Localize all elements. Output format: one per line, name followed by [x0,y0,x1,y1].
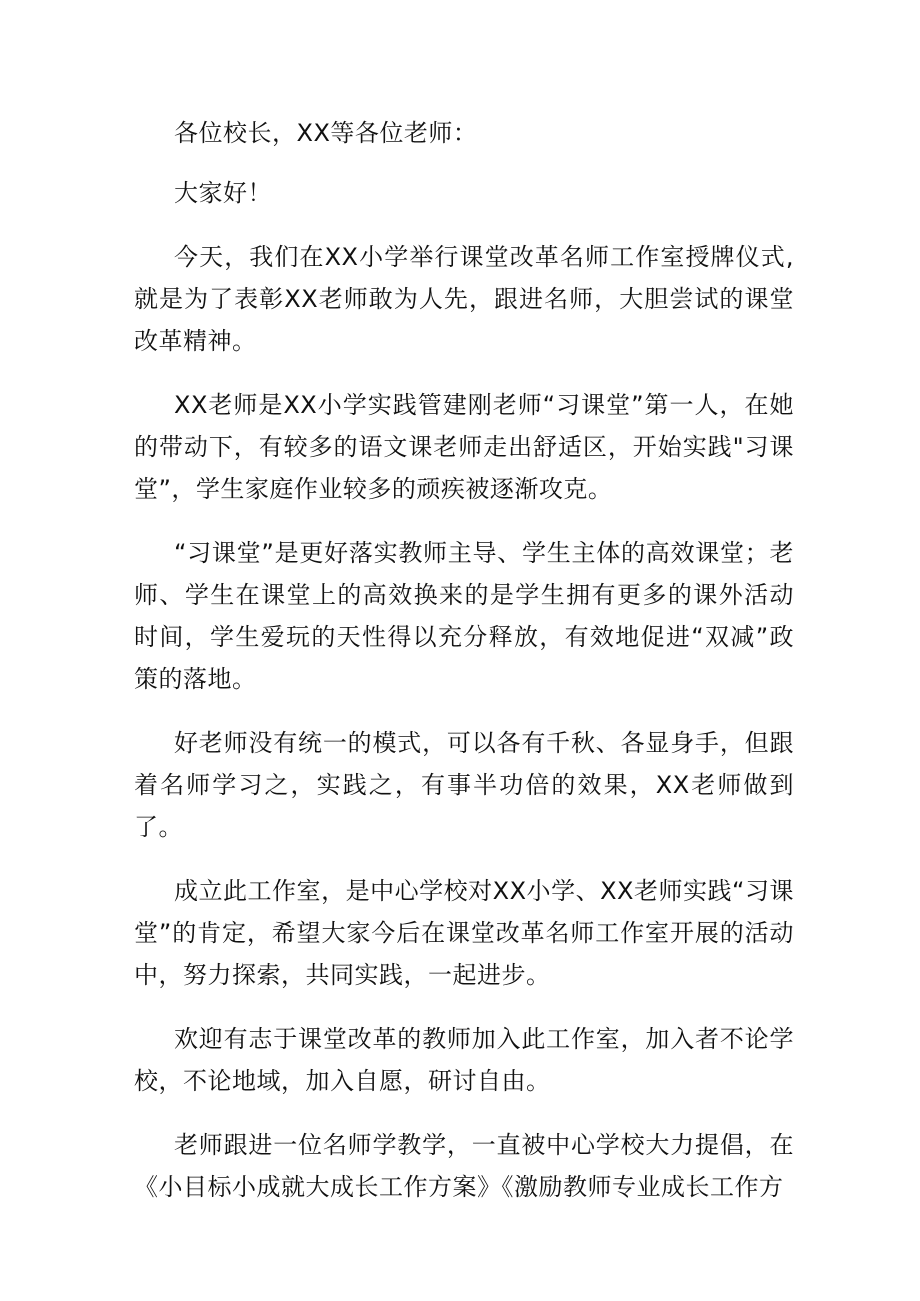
paragraph: 成立此工作室，是中心学校对XX小学、XX老师实践“习课堂”的肯定，希望大家今后在课堂改革名师工作室开展的活动中，努力探索，共同实践，一起进步。 [134,877,794,989]
paragraph: XX老师是XX小学实践管建刚老师“习课堂”第一人，在她的带动下，有较多的语文课老师走出舒适区，开始实践"习课堂”，学生家庭作业较多的顽疾被逐渐攻克。 [134,391,794,503]
salutation: 各位校长，XX等各位老师： [174,119,478,147]
paragraph: 老师跟进一位名师学教学，一直被中心学校大力提倡，在《小目标小成就大成长工作方案》《激励教师专业成长工作方 [134,1131,794,1201]
paragraph: 今天，我们在XX小学举行课堂改革名师工作室授牌仪式,就是为了表彰XX老师敢为人先，跟进名师，大胆尝试的课堂改革精神。 [134,243,794,355]
document-body [134,112,794,1230]
greeting: 大家好！ [174,179,272,207]
paragraph: 欢迎有志于课堂改革的教师加入此工作室，加入者不论学校，不论地域，加入自愿，研讨自由。 [134,1025,794,1095]
paragraph: “习课堂”是更好落实教师主导、学生主体的高效课堂；老师、学生在课堂上的高效换来的是学生拥有更多的课外活动时间，学生爱玩的天性得以充分释放，有效地促进“双减”政策的落地。 [134,539,794,693]
paragraph: 好老师没有统一的模式，可以各有千秋、各显身手，但跟着名师学习之，实践之，有事半功倍的效果，XX老师做到了。 [134,729,794,841]
